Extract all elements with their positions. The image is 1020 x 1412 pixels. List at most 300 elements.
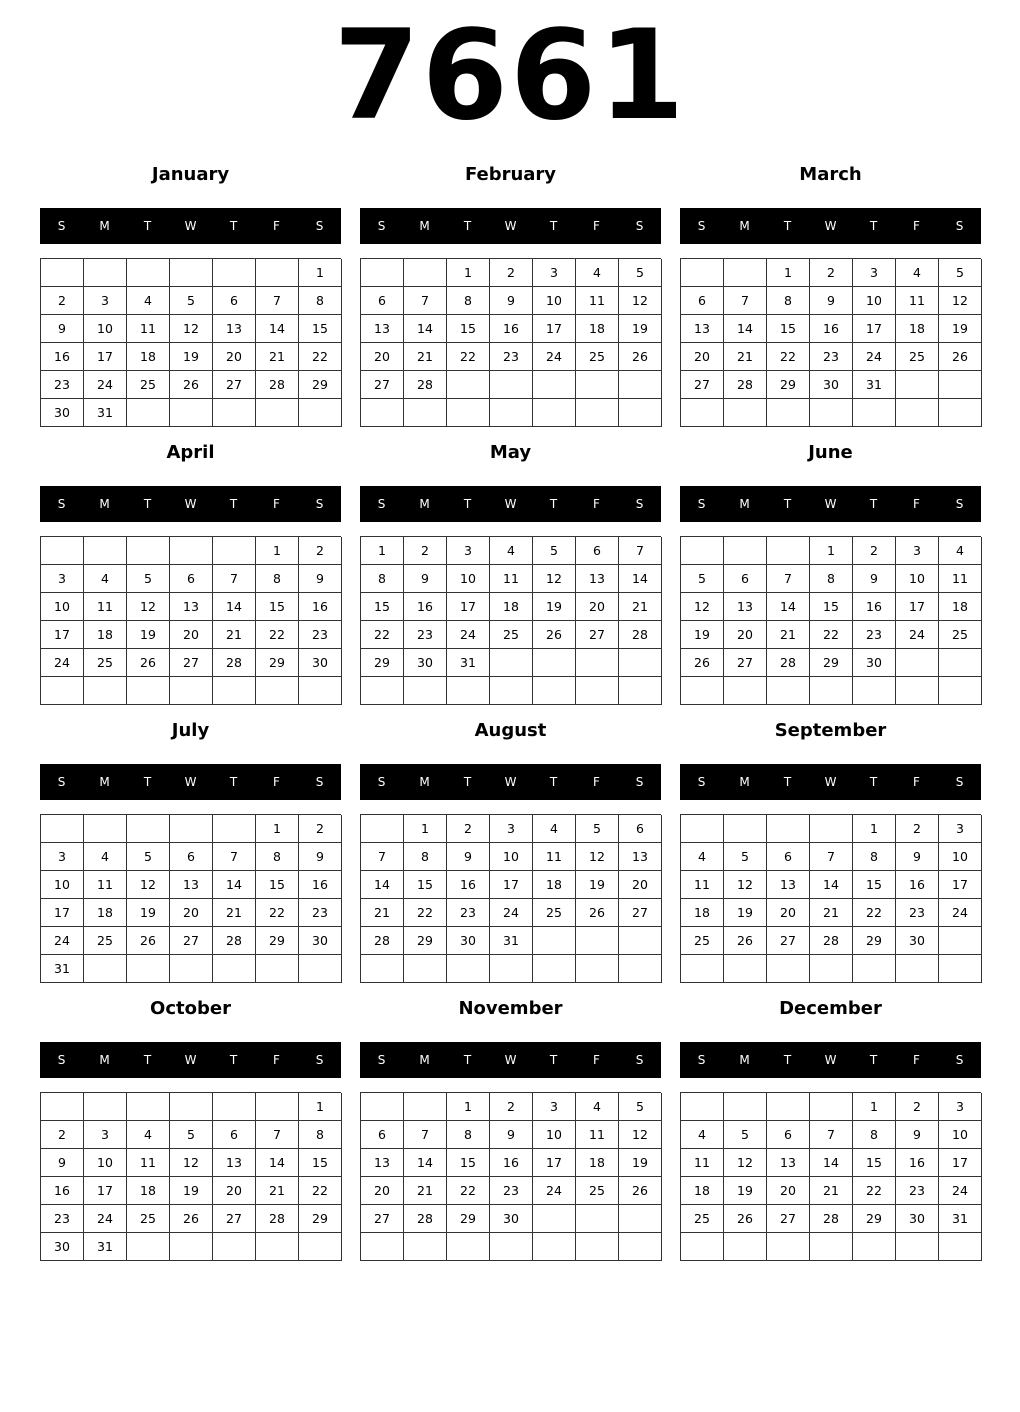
day-cell: 17 (533, 1149, 576, 1177)
empty-day-cell (404, 259, 447, 287)
day-cell: 20 (681, 343, 724, 371)
day-cell: 14 (404, 315, 447, 343)
day-cell: 8 (767, 287, 810, 315)
day-grid (360, 814, 661, 983)
weekday-label: S (315, 497, 324, 511)
day-cell: 18 (576, 1149, 619, 1177)
weekday-label: T (869, 497, 878, 511)
weekday-label: F (593, 497, 600, 511)
day-cell: 15 (361, 593, 404, 621)
weekday-label: T (869, 219, 878, 233)
day-cell: 29 (853, 1205, 896, 1233)
empty-day-cell (896, 649, 939, 677)
day-cell: 5 (619, 1093, 662, 1121)
day-cell: 7 (724, 287, 767, 315)
day-cell: 8 (447, 287, 490, 315)
day-cell: 19 (127, 621, 170, 649)
day-cell: 4 (127, 287, 170, 315)
day-grid (360, 1092, 661, 1261)
day-grid (40, 814, 341, 983)
weekday-label: T (869, 775, 878, 789)
day-cell: 22 (299, 1177, 342, 1205)
weekday-label: T (783, 497, 792, 511)
day-cell: 26 (170, 371, 213, 399)
day-cell: 16 (299, 593, 342, 621)
empty-day-cell (853, 677, 896, 705)
day-cell: 30 (404, 649, 447, 677)
day-cell: 15 (810, 593, 853, 621)
day-cell: 25 (681, 1205, 724, 1233)
weekday-label: S (955, 1053, 964, 1067)
weekday-header (40, 764, 341, 800)
weekday-label: S (57, 1053, 66, 1067)
day-cell: 3 (84, 1121, 127, 1149)
day-cell: 19 (170, 1177, 213, 1205)
day-cell: 24 (84, 371, 127, 399)
day-cell: 24 (84, 1205, 127, 1233)
empty-day-cell (939, 927, 982, 955)
day-cell: 15 (299, 315, 342, 343)
empty-day-cell (256, 677, 299, 705)
empty-day-cell (361, 1233, 404, 1261)
month-name: December (779, 998, 882, 1019)
empty-day-cell (619, 927, 662, 955)
empty-day-cell (939, 677, 982, 705)
empty-day-cell (619, 649, 662, 677)
day-cell: 29 (447, 1205, 490, 1233)
empty-day-cell (724, 955, 767, 983)
empty-day-cell (724, 259, 767, 287)
empty-day-cell (767, 399, 810, 427)
day-cell: 9 (41, 315, 84, 343)
weekday-label: F (593, 1053, 600, 1067)
month-july (40, 716, 341, 990)
month-october (40, 994, 341, 1268)
empty-day-cell (576, 1233, 619, 1261)
day-cell: 20 (724, 621, 767, 649)
day-cell: 1 (256, 537, 299, 565)
day-cell: 4 (84, 843, 127, 871)
day-cell: 18 (84, 621, 127, 649)
day-cell: 21 (810, 899, 853, 927)
empty-day-cell (41, 677, 84, 705)
day-cell: 24 (939, 1177, 982, 1205)
empty-day-cell (767, 1233, 810, 1261)
day-cell: 29 (853, 927, 896, 955)
weekday-label: S (697, 219, 706, 233)
day-cell: 15 (404, 871, 447, 899)
day-cell: 1 (361, 537, 404, 565)
day-cell: 3 (533, 259, 576, 287)
day-cell: 22 (256, 621, 299, 649)
day-cell: 9 (299, 565, 342, 593)
weekday-label: M (739, 497, 750, 511)
day-cell: 25 (490, 621, 533, 649)
day-cell: 29 (810, 649, 853, 677)
empty-day-cell (84, 955, 127, 983)
day-cell: 22 (853, 1177, 896, 1205)
weekday-label: W (824, 497, 837, 511)
day-cell: 7 (213, 565, 256, 593)
day-cell: 19 (127, 899, 170, 927)
day-cell: 14 (256, 315, 299, 343)
weekday-label: S (955, 219, 964, 233)
day-cell: 17 (939, 871, 982, 899)
month-name: July (171, 720, 210, 741)
day-cell: 17 (84, 343, 127, 371)
day-cell: 24 (41, 649, 84, 677)
month-name: January (151, 164, 230, 185)
day-cell: 18 (490, 593, 533, 621)
empty-day-cell (681, 1093, 724, 1121)
month-name: June (808, 442, 853, 463)
month-may (360, 438, 661, 712)
day-cell: 16 (299, 871, 342, 899)
day-cell: 18 (939, 593, 982, 621)
month-april (40, 438, 341, 712)
day-cell: 18 (896, 315, 939, 343)
day-cell: 21 (213, 899, 256, 927)
month-name: April (166, 442, 215, 463)
empty-day-cell (361, 815, 404, 843)
day-cell: 20 (170, 899, 213, 927)
empty-day-cell (767, 955, 810, 983)
day-cell: 19 (681, 621, 724, 649)
day-cell: 17 (490, 871, 533, 899)
weekday-label: T (463, 497, 472, 511)
day-cell: 27 (213, 371, 256, 399)
day-cell: 13 (361, 1149, 404, 1177)
day-cell: 14 (361, 871, 404, 899)
weekday-label: W (184, 775, 197, 789)
weekday-label: T (229, 219, 238, 233)
weekday-label: F (273, 775, 280, 789)
day-cell: 31 (84, 1233, 127, 1261)
day-cell: 11 (84, 593, 127, 621)
day-grid (40, 536, 341, 705)
empty-day-cell (213, 1093, 256, 1121)
day-cell: 17 (447, 593, 490, 621)
empty-day-cell (447, 677, 490, 705)
day-cell: 17 (84, 1177, 127, 1205)
empty-day-cell (490, 677, 533, 705)
weekday-label: M (99, 1053, 110, 1067)
day-cell: 27 (213, 1205, 256, 1233)
day-cell: 17 (41, 621, 84, 649)
empty-day-cell (533, 371, 576, 399)
empty-day-cell (939, 649, 982, 677)
day-cell: 25 (84, 649, 127, 677)
day-cell: 4 (681, 843, 724, 871)
empty-day-cell (170, 815, 213, 843)
day-cell: 1 (767, 259, 810, 287)
weekday-header (360, 764, 661, 800)
day-cell: 16 (810, 315, 853, 343)
day-cell: 14 (810, 871, 853, 899)
weekday-label: S (57, 775, 66, 789)
day-cell: 10 (490, 843, 533, 871)
day-cell: 5 (533, 537, 576, 565)
day-cell: 7 (361, 843, 404, 871)
day-cell: 8 (256, 565, 299, 593)
day-cell: 4 (127, 1121, 170, 1149)
day-cell: 22 (361, 621, 404, 649)
day-cell: 7 (767, 565, 810, 593)
weekday-header (360, 486, 661, 522)
day-cell: 10 (939, 1121, 982, 1149)
weekday-label: T (549, 219, 558, 233)
empty-day-cell (533, 677, 576, 705)
day-cell: 29 (256, 927, 299, 955)
month-name: August (474, 720, 547, 741)
day-cell: 9 (447, 843, 490, 871)
empty-day-cell (853, 1233, 896, 1261)
day-cell: 9 (404, 565, 447, 593)
empty-day-cell (127, 259, 170, 287)
day-cell: 23 (896, 1177, 939, 1205)
day-cell: 20 (767, 1177, 810, 1205)
day-cell: 22 (447, 1177, 490, 1205)
day-cell: 4 (576, 1093, 619, 1121)
month-november (360, 994, 661, 1268)
day-cell: 22 (810, 621, 853, 649)
weekday-header (680, 486, 981, 522)
empty-day-cell (447, 1233, 490, 1261)
day-cell: 6 (170, 565, 213, 593)
day-cell: 29 (361, 649, 404, 677)
weekday-header (360, 208, 661, 244)
day-cell: 2 (896, 815, 939, 843)
day-cell: 30 (810, 371, 853, 399)
day-cell: 18 (127, 343, 170, 371)
day-cell: 20 (170, 621, 213, 649)
weekday-label: W (824, 1053, 837, 1067)
empty-day-cell (41, 259, 84, 287)
day-cell: 8 (810, 565, 853, 593)
day-grid (680, 1092, 981, 1261)
month-name: September (774, 720, 887, 741)
weekday-label: M (99, 497, 110, 511)
year-title: 7661 (333, 4, 687, 148)
empty-day-cell (447, 955, 490, 983)
day-cell: 15 (256, 593, 299, 621)
day-cell: 9 (810, 287, 853, 315)
weekday-header (40, 1042, 341, 1078)
day-cell: 23 (896, 899, 939, 927)
weekday-label: T (229, 497, 238, 511)
day-cell: 28 (724, 371, 767, 399)
empty-day-cell (361, 677, 404, 705)
empty-day-cell (576, 955, 619, 983)
day-cell: 5 (619, 259, 662, 287)
day-cell: 4 (576, 259, 619, 287)
weekday-label: M (739, 775, 750, 789)
day-cell: 31 (84, 399, 127, 427)
day-grid (360, 536, 661, 705)
day-cell: 7 (256, 1121, 299, 1149)
weekday-label: M (419, 219, 430, 233)
day-cell: 11 (681, 1149, 724, 1177)
day-grid (680, 258, 981, 427)
empty-day-cell (127, 1233, 170, 1261)
empty-day-cell (681, 259, 724, 287)
day-cell: 6 (681, 287, 724, 315)
day-cell: 28 (404, 1205, 447, 1233)
empty-day-cell (939, 399, 982, 427)
weekday-label: S (635, 497, 644, 511)
day-cell: 21 (404, 343, 447, 371)
empty-day-cell (853, 955, 896, 983)
day-cell: 26 (939, 343, 982, 371)
day-cell: 28 (213, 927, 256, 955)
day-cell: 27 (361, 371, 404, 399)
day-cell: 1 (256, 815, 299, 843)
month-june (680, 438, 981, 712)
month-february (360, 160, 661, 434)
day-cell: 26 (619, 1177, 662, 1205)
empty-day-cell (896, 399, 939, 427)
empty-day-cell (810, 1233, 853, 1261)
weekday-label: F (913, 219, 920, 233)
day-cell: 27 (170, 649, 213, 677)
day-cell: 28 (619, 621, 662, 649)
day-cell: 9 (896, 1121, 939, 1149)
weekday-label: S (377, 497, 386, 511)
day-cell: 10 (84, 315, 127, 343)
day-cell: 22 (404, 899, 447, 927)
day-cell: 14 (213, 871, 256, 899)
day-cell: 23 (490, 1177, 533, 1205)
weekday-label: T (229, 775, 238, 789)
day-cell: 12 (576, 843, 619, 871)
empty-day-cell (213, 1233, 256, 1261)
empty-day-cell (724, 815, 767, 843)
day-cell: 31 (853, 371, 896, 399)
day-cell: 28 (256, 371, 299, 399)
day-cell: 20 (361, 1177, 404, 1205)
day-cell: 29 (767, 371, 810, 399)
day-cell: 27 (619, 899, 662, 927)
day-cell: 8 (256, 843, 299, 871)
empty-day-cell (533, 927, 576, 955)
day-cell: 8 (404, 843, 447, 871)
empty-day-cell (213, 955, 256, 983)
month-name: October (150, 998, 231, 1019)
day-cell: 21 (256, 1177, 299, 1205)
empty-day-cell (490, 649, 533, 677)
empty-day-cell (404, 399, 447, 427)
day-cell: 13 (213, 315, 256, 343)
empty-day-cell (213, 677, 256, 705)
empty-day-cell (576, 1205, 619, 1233)
weekday-label: T (229, 1053, 238, 1067)
empty-day-cell (533, 399, 576, 427)
month-september (680, 716, 981, 990)
empty-day-cell (576, 649, 619, 677)
weekday-label: S (377, 1053, 386, 1067)
day-cell: 10 (447, 565, 490, 593)
day-cell: 15 (767, 315, 810, 343)
weekday-label: M (99, 775, 110, 789)
day-cell: 10 (533, 287, 576, 315)
day-cell: 30 (896, 1205, 939, 1233)
day-cell: 11 (84, 871, 127, 899)
empty-day-cell (490, 399, 533, 427)
day-cell: 22 (256, 899, 299, 927)
day-cell: 6 (361, 287, 404, 315)
day-cell: 23 (299, 899, 342, 927)
empty-day-cell (490, 1233, 533, 1261)
empty-day-cell (619, 1205, 662, 1233)
empty-day-cell (896, 955, 939, 983)
day-cell: 14 (810, 1149, 853, 1177)
day-cell: 8 (299, 287, 342, 315)
weekday-label: W (504, 1053, 517, 1067)
empty-day-cell (404, 1093, 447, 1121)
day-cell: 29 (299, 371, 342, 399)
day-cell: 13 (681, 315, 724, 343)
day-cell: 12 (127, 871, 170, 899)
day-cell: 16 (896, 1149, 939, 1177)
empty-day-cell (170, 399, 213, 427)
empty-day-cell (533, 1233, 576, 1261)
weekday-label: M (739, 1053, 750, 1067)
day-cell: 24 (533, 1177, 576, 1205)
day-cell: 18 (576, 315, 619, 343)
day-cell: 2 (853, 537, 896, 565)
day-cell: 16 (41, 343, 84, 371)
weekday-header (40, 486, 341, 522)
day-cell: 20 (213, 1177, 256, 1205)
empty-day-cell (767, 1093, 810, 1121)
day-cell: 14 (213, 593, 256, 621)
weekday-label: T (463, 1053, 472, 1067)
day-cell: 22 (447, 343, 490, 371)
day-cell: 3 (533, 1093, 576, 1121)
day-cell: 30 (853, 649, 896, 677)
empty-day-cell (447, 399, 490, 427)
weekday-label: F (593, 219, 600, 233)
empty-day-cell (361, 955, 404, 983)
day-cell: 11 (576, 287, 619, 315)
empty-day-cell (490, 371, 533, 399)
month-january (40, 160, 341, 434)
month-december (680, 994, 981, 1268)
empty-day-cell (681, 537, 724, 565)
day-cell: 13 (619, 843, 662, 871)
day-cell: 26 (533, 621, 576, 649)
day-cell: 20 (767, 899, 810, 927)
day-cell: 21 (810, 1177, 853, 1205)
empty-day-cell (299, 399, 342, 427)
day-cell: 12 (170, 315, 213, 343)
empty-day-cell (576, 927, 619, 955)
day-cell: 31 (490, 927, 533, 955)
day-cell: 25 (576, 1177, 619, 1205)
day-cell: 12 (619, 1121, 662, 1149)
day-cell: 6 (767, 843, 810, 871)
weekday-label: T (783, 775, 792, 789)
weekday-label: T (143, 1053, 152, 1067)
day-cell: 20 (361, 343, 404, 371)
empty-day-cell (170, 955, 213, 983)
empty-day-cell (724, 1093, 767, 1121)
day-cell: 21 (213, 621, 256, 649)
day-cell: 16 (404, 593, 447, 621)
day-cell: 14 (619, 565, 662, 593)
empty-day-cell (361, 259, 404, 287)
day-cell: 7 (810, 843, 853, 871)
